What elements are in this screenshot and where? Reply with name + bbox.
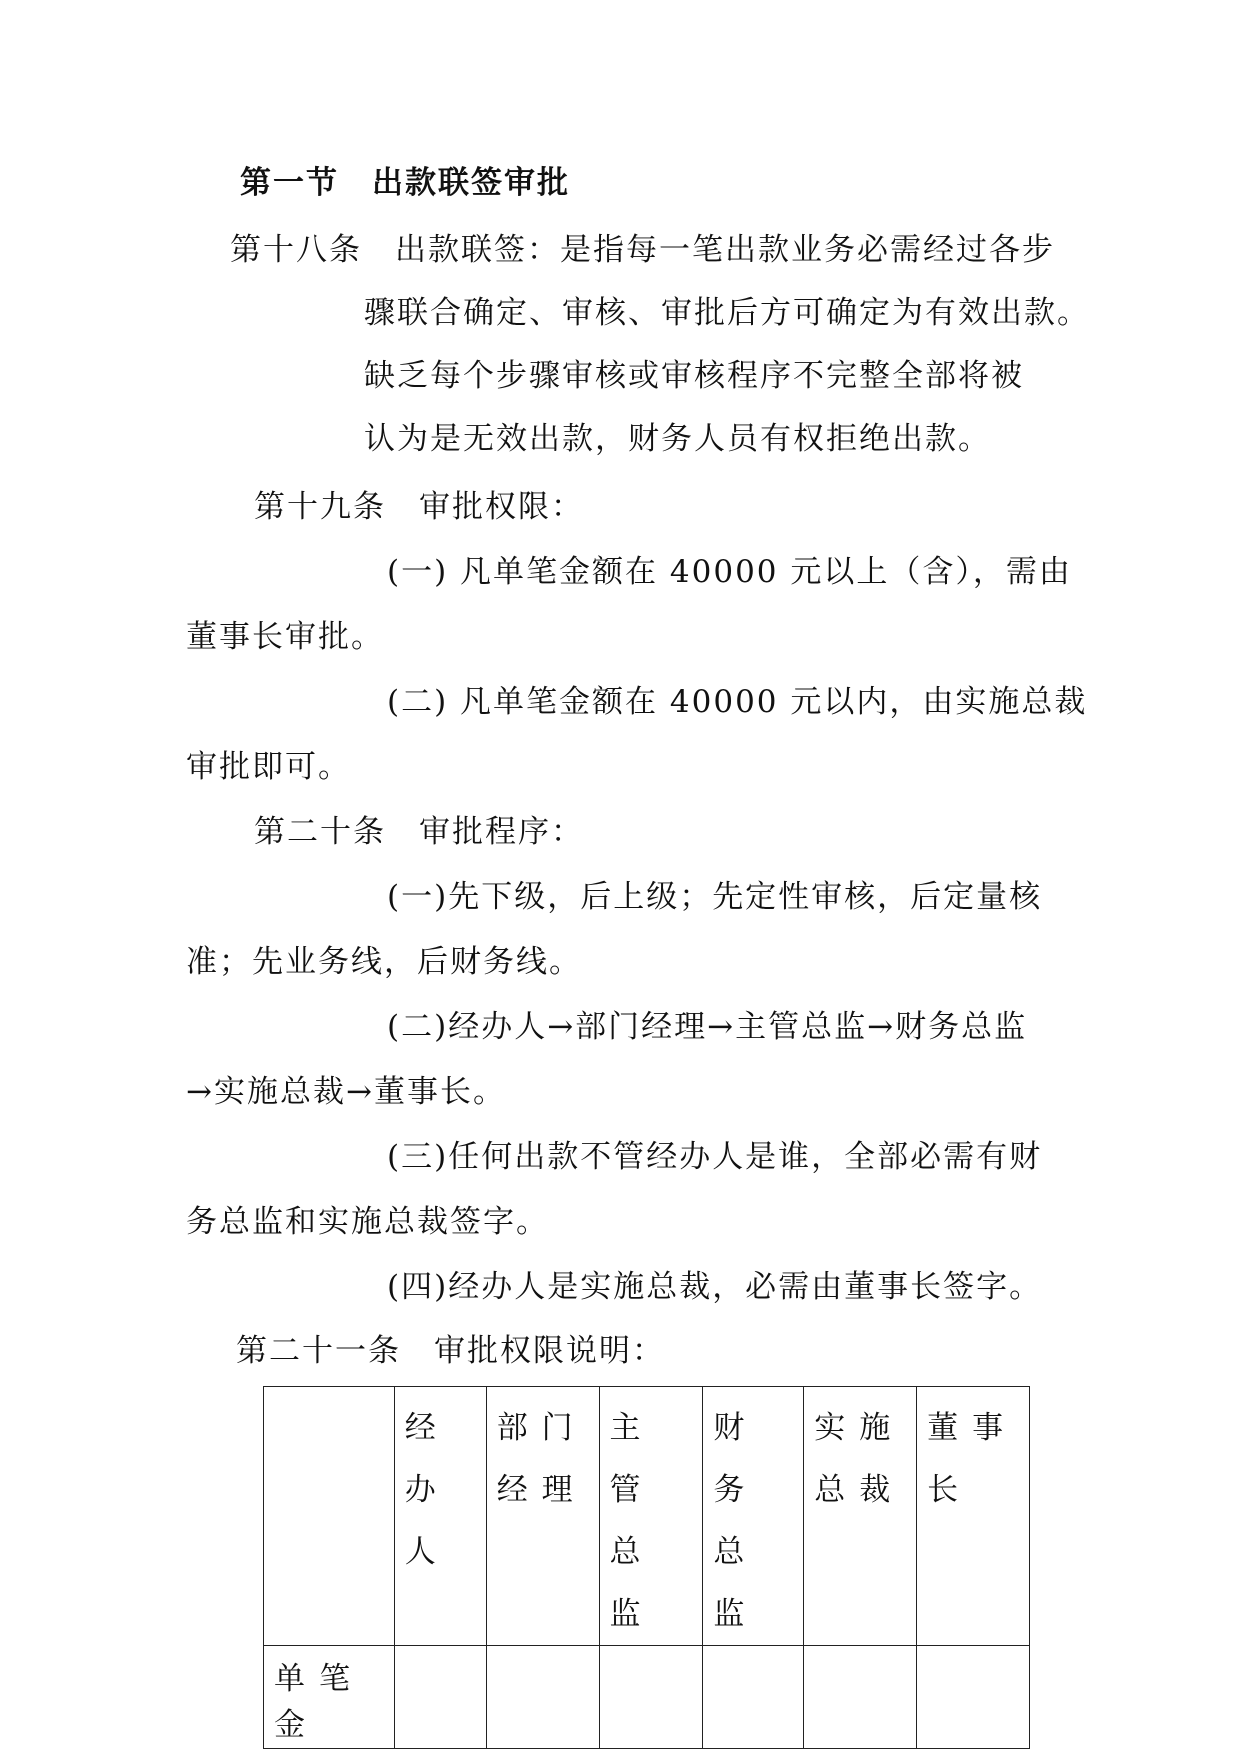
header-cell-empty	[264, 1387, 395, 1646]
table-cell	[804, 1646, 917, 1749]
article-19-item-1-line-2: 董事长审批。	[186, 619, 384, 655]
article-18-line-4: 认为是无效出款，财务人员有权拒绝出款。	[364, 421, 991, 457]
article-19-title: 第十九条 审批权限：	[254, 489, 584, 525]
article-18-line-3: 缺乏每个步骤审核或审核程序不完整全部将被	[364, 358, 1024, 394]
section-title: 第一节 出款联签审批	[240, 165, 570, 201]
article-20-title: 第二十条 审批程序：	[254, 814, 584, 850]
article-19-item-1-line-1: (一) 凡单笔金额在 40000 元以上（含），需由	[387, 554, 1072, 590]
table-cell	[599, 1646, 703, 1749]
table-cell	[703, 1646, 804, 1749]
article-20-item-3-line-1: (三)任何出款不管经办人是谁，全部必需有财	[387, 1139, 1043, 1175]
article-21-title: 第二十一条 审批权限说明：	[236, 1333, 665, 1369]
article-20-item-2-line-1: (二)经办人→部门经理→主管总监→财务总监	[387, 1009, 1028, 1045]
article-19-item-2-line-2: 审批即可。	[186, 749, 351, 785]
header-cell-department-manager: 部门经理	[486, 1387, 599, 1646]
table-cell	[486, 1646, 599, 1749]
article-20-item-4-line-1: (四)经办人是实施总裁，必需由董事长签字。	[387, 1269, 1043, 1305]
article-18-line-2: 骤联合确定、审核、审批后方可确定为有效出款。	[364, 295, 1090, 331]
table-cell	[394, 1646, 486, 1749]
article-20-item-3-line-2: 务总监和实施总裁签字。	[186, 1204, 549, 1240]
table-cell	[917, 1646, 1030, 1749]
table-row	[264, 1646, 1030, 1749]
article-19-item-2-line-1: (二) 凡单笔金额在 40000 元以内，由实施总裁	[387, 684, 1088, 720]
approval-authority-table	[263, 1386, 1030, 1749]
table-cell: 单笔金	[264, 1646, 395, 1749]
header-cell-handler: 经办人	[394, 1387, 486, 1646]
article-18-line-1: 第十八条 出款联签：是指每一笔出款业务必需经过各步	[230, 232, 1055, 268]
header-cell-finance-director: 财务总监	[703, 1387, 804, 1646]
article-20-item-2-line-2: →实施总裁→董事长。	[186, 1074, 506, 1110]
table-header-row	[264, 1387, 1030, 1646]
article-20-item-1-line-2: 准；先业务线，后财务线。	[186, 944, 582, 980]
article-20-item-1-line-1: (一)先下级，后上级；先定性审核，后定量核	[387, 879, 1043, 915]
header-cell-chairman: 董事长	[917, 1387, 1030, 1646]
header-cell-executive-president: 实施总裁	[804, 1387, 917, 1646]
header-cell-supervising-director: 主管总监	[599, 1387, 703, 1646]
